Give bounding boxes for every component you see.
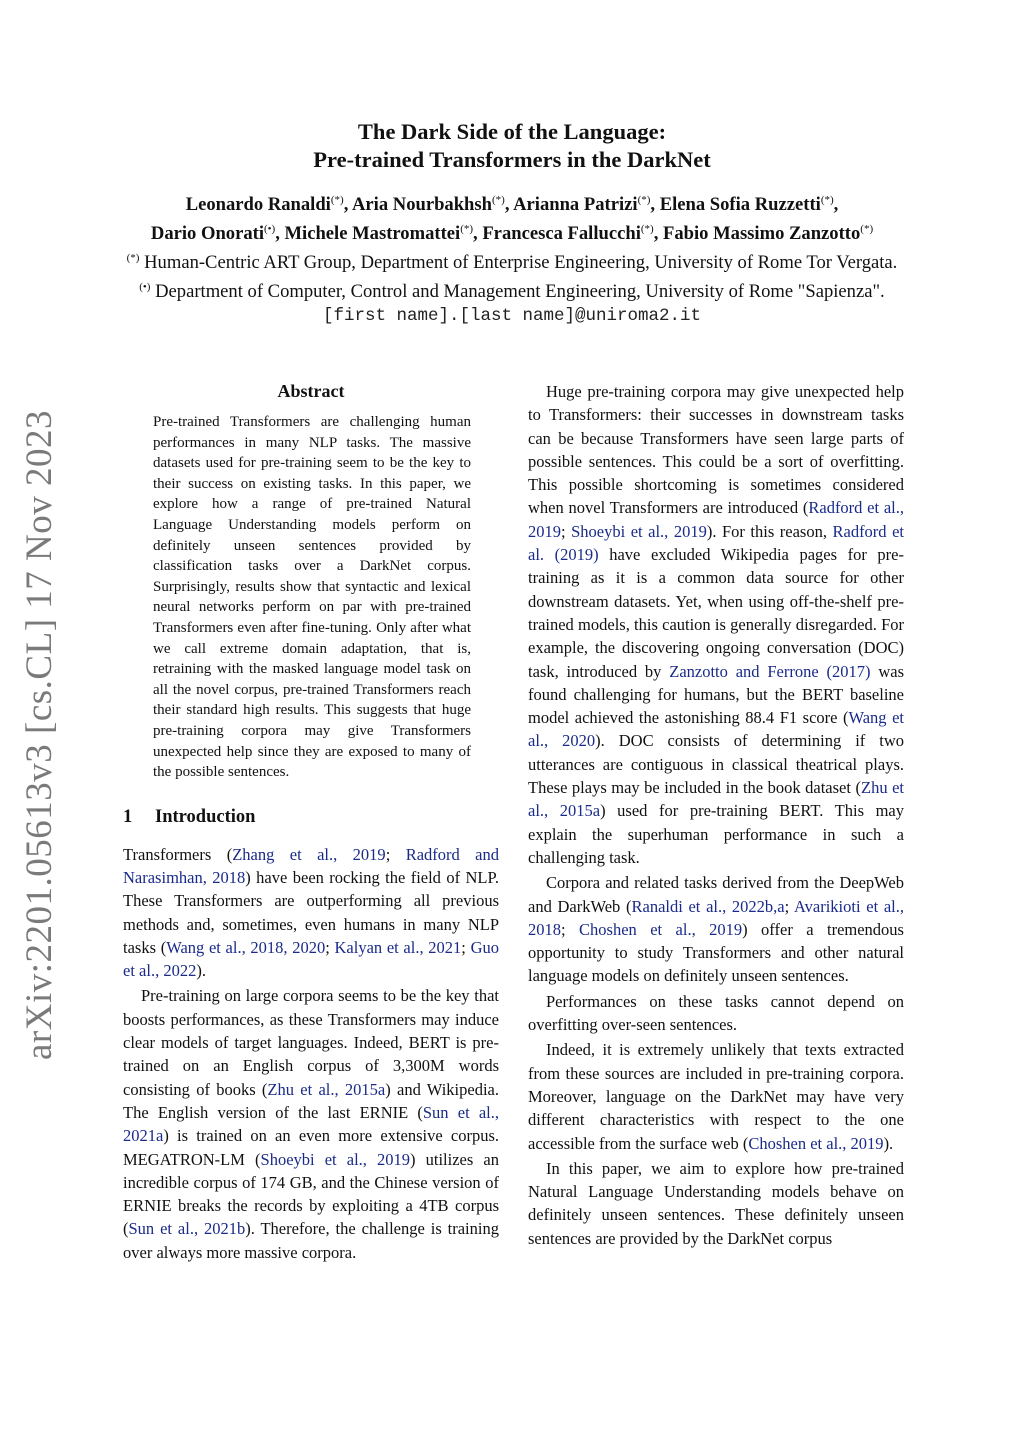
affil-mark: (*) xyxy=(126,252,140,264)
author-name: Michele Mastromattei xyxy=(284,223,461,244)
affil-mark: (•) xyxy=(139,281,151,293)
title-line-2: Pre-trained Transformers in the DarkNet xyxy=(313,147,711,172)
intro-paragraph-2: Pre-training on large corpora seems to be the key that boosts performances, as these Transformers may induce clear models of target languages. Indeed, BERT is pre-trained on an English corpus of 3,300M words consisting of books (Zhu et al., 2015a) and Wikipedia. The English version of the last ERNIE (Sun et al., 2021a) is trained on an even more extensive corpus. MEGATRON-LM (Shoeybi et al., 2019) utilizes an incredible corpus of 174 GB, and the Chinese version of ERNIE breaks the records by exploiting a 4TB corpus (Sun et al., 2021b). Therefore, the challenge is training over always more massive corpora. xyxy=(123,986,499,1262)
author-affil-mark: (*) xyxy=(640,223,654,235)
section-title-text: Introduction xyxy=(155,806,256,827)
author-name: Francesca Fallucchi xyxy=(482,223,641,244)
citation-link[interactable]: Kalyan et al., 2021 xyxy=(334,937,462,957)
author-name: Leonardo Ranaldi xyxy=(185,194,331,215)
author-affil-mark: (*) xyxy=(637,194,651,206)
citation-link[interactable]: Sun et al., 2021a xyxy=(123,1102,499,1146)
author-list xyxy=(0,188,1024,246)
author-affil-mark: (*) xyxy=(860,223,874,235)
affiliation-2 xyxy=(0,275,1024,304)
citation-link[interactable]: Radford et al. (2019) xyxy=(528,521,904,565)
author-line-1: Leonardo Ranaldi(*), Aria Nourbakhsh(*), Arianna Patrizi(*), Elena Sofia Ruzzetti(*), xyxy=(185,194,839,215)
citation-link[interactable]: Choshen et al., 2019 xyxy=(748,1133,884,1153)
abstract-heading: Abstract xyxy=(277,381,345,401)
citation-link[interactable]: Zhu et al., 2015a xyxy=(528,778,904,821)
section-number: 1 xyxy=(123,806,133,827)
author-affil-mark: (*) xyxy=(491,194,505,206)
title-line-1: The Dark Side of the Language: xyxy=(357,119,667,144)
citation-link[interactable]: Sun et al., 2021b xyxy=(128,1219,246,1239)
affiliation-text: Human-Centric ART Group, Department of Enterprise Engineering, University of Rome Tor Vergata. xyxy=(144,252,898,273)
citation-link[interactable]: Avarikioti et al., 2018 xyxy=(528,896,904,939)
left-column xyxy=(123,380,499,1266)
citation-link[interactable]: Shoeybi et al., 2019 xyxy=(571,521,707,541)
author-name: Arianna Patrizi xyxy=(513,194,638,215)
intro-paragraph-1: Transformers (Zhang et al., 2019; Radford and Narasimhan, 2018) have been rocking the field of NLP. These Transformers are outperforming all previous methods and, sometimes, even humans in many NLP tasks (Wang et al., 2018, 2020; Kalyan et al., 2021; Guo et al., 2022). xyxy=(123,844,499,981)
affiliation-1 xyxy=(0,246,1024,275)
author-name: Fabio Massimo Zanzotto xyxy=(662,223,861,244)
citation-link[interactable]: Radford et al., 2019 xyxy=(528,498,904,541)
author-affil-mark: (*) xyxy=(460,223,474,235)
citation-link[interactable]: Wang et al., 2020 xyxy=(528,708,904,751)
citation-link[interactable]: Guo et al., 2022 xyxy=(123,937,499,981)
citation-link[interactable]: Wang et al., 2018, 2020 xyxy=(166,937,326,957)
author-affil-mark: (•) xyxy=(264,223,276,235)
right-paragraph-4: Indeed, it is extremely unlikely that texts extracted from these sources are included in pre-training corpora. Moreover, language on the DarkNet may have very different characteristics with respect to the one accessible from the surface web (Choshen et al., 2019). xyxy=(528,1040,904,1153)
citation-link[interactable]: Ranaldi et al., 2022b,a xyxy=(631,896,785,916)
arxiv-sidebar-stamp: arXiv:2201.05613v3 [cs.CL] 17 Nov 2023 xyxy=(19,410,60,1060)
abstract-text: Pre-trained Transformers are challenging human performances in many NLP tasks. The massive datasets used for pre-training seem to be the key to their success on existing tasks. In this paper, we explore how a range of pre-trained Natural Language Understanding models perform on definitely unseen sentences provided by classification tasks over a DarkNet corpus. Surprisingly, results show that syntactic and lexical neural networks perform on par with pre-trained Transformers even after fine-tuning. Only after what we call extreme domain adaptation, that is, retraining with the masked language model task on all the novel corpus, pre-trained Transformers reach their standard high results. This suggests that huge pre-training corpora may give Transformers unexpected help since they are exposed to many of the possible sentences. xyxy=(153,414,471,781)
right-paragraph-5: In this paper, we aim to explore how pre-trained Natural Language Understanding models behave on definitely unseen sentences. These definitely unseen sentences are provided by the DarkNet corpus xyxy=(528,1158,904,1248)
citation-link[interactable]: Shoeybi et al., 2019 xyxy=(260,1149,411,1169)
paper-title xyxy=(0,118,1024,174)
citation-link[interactable]: Radford and Narasimhan, 2018 xyxy=(123,844,499,887)
right-paragraph-1: Huge pre-training corpora may give unexpected help to Transformers: their successes in downstream tasks can be because Transformers have seen large parts of possible sentences. This could be a sort of overfitting. This possible shortcoming is sometimes considered when novel Transformers are introduced (Radford et al., 2019; Shoeybi et al., 2019). For this reason, Radford et al. (2019) have excluded Wikipedia pages for pre-training as it is a common data source for other downstream datasets. Yet, when using off-the-shelf pre-trained models, this caution is generally disregarded. For example, the discovering ongoing conversation (DOC) task, introduced by Zanzotto and Ferrone (2017) was found challenging for humans, but the BERT baseline model achieved the astonishing 88.4 F1 score (Wang et al., 2020). DOC consists of determining if two utterances are contiguous in classical theatrical plays. These plays may be included in the book dataset (Zhu et al., 2015a) used for pre-training BERT. This may explain the superhuman performance in such a challenging task. xyxy=(528,382,904,867)
author-name: Elena Sofia Ruzzetti xyxy=(659,194,821,215)
author-name: Dario Onorati xyxy=(150,223,264,244)
paper-header xyxy=(0,118,1024,329)
right-paragraph-3: Performances on these tasks cannot depend on overfitting over-seen sentences. xyxy=(528,991,904,1035)
citation-link[interactable]: Zhang et al., 2019 xyxy=(232,844,386,864)
author-line-2: Dario Onorati(•), Michele Mastromattei(*), Francesca Fallucchi(*), Fabio Massimo Zanzotto(*) xyxy=(150,223,874,244)
author-name: Aria Nourbakhsh xyxy=(351,194,492,215)
section-heading-introduction xyxy=(123,805,499,829)
citation-link[interactable]: Zhu et al., 2015a xyxy=(267,1079,386,1099)
citation-link[interactable]: Zanzotto and Ferrone (2017) xyxy=(669,661,871,681)
author-affil-mark: (*) xyxy=(330,194,344,206)
affiliation-text: Department of Computer, Control and Management Engineering, University of Rome "Sapienza". xyxy=(155,281,885,302)
citation-link[interactable]: Choshen et al., 2019 xyxy=(579,919,743,939)
author-email: [first name].[last name]@uniroma2.it xyxy=(322,306,702,326)
right-column xyxy=(528,380,904,1252)
author-affil-mark: (*) xyxy=(820,194,834,206)
right-paragraph-2: Corpora and related tasks derived from the DeepWeb and DarkWeb (Ranaldi et al., 2022b,a; Avarikioti et al., 2018; Choshen et al., 2019) offer a tremendous opportunity to study Transformers and other natural language models on definitely unseen sentences. xyxy=(528,873,904,986)
